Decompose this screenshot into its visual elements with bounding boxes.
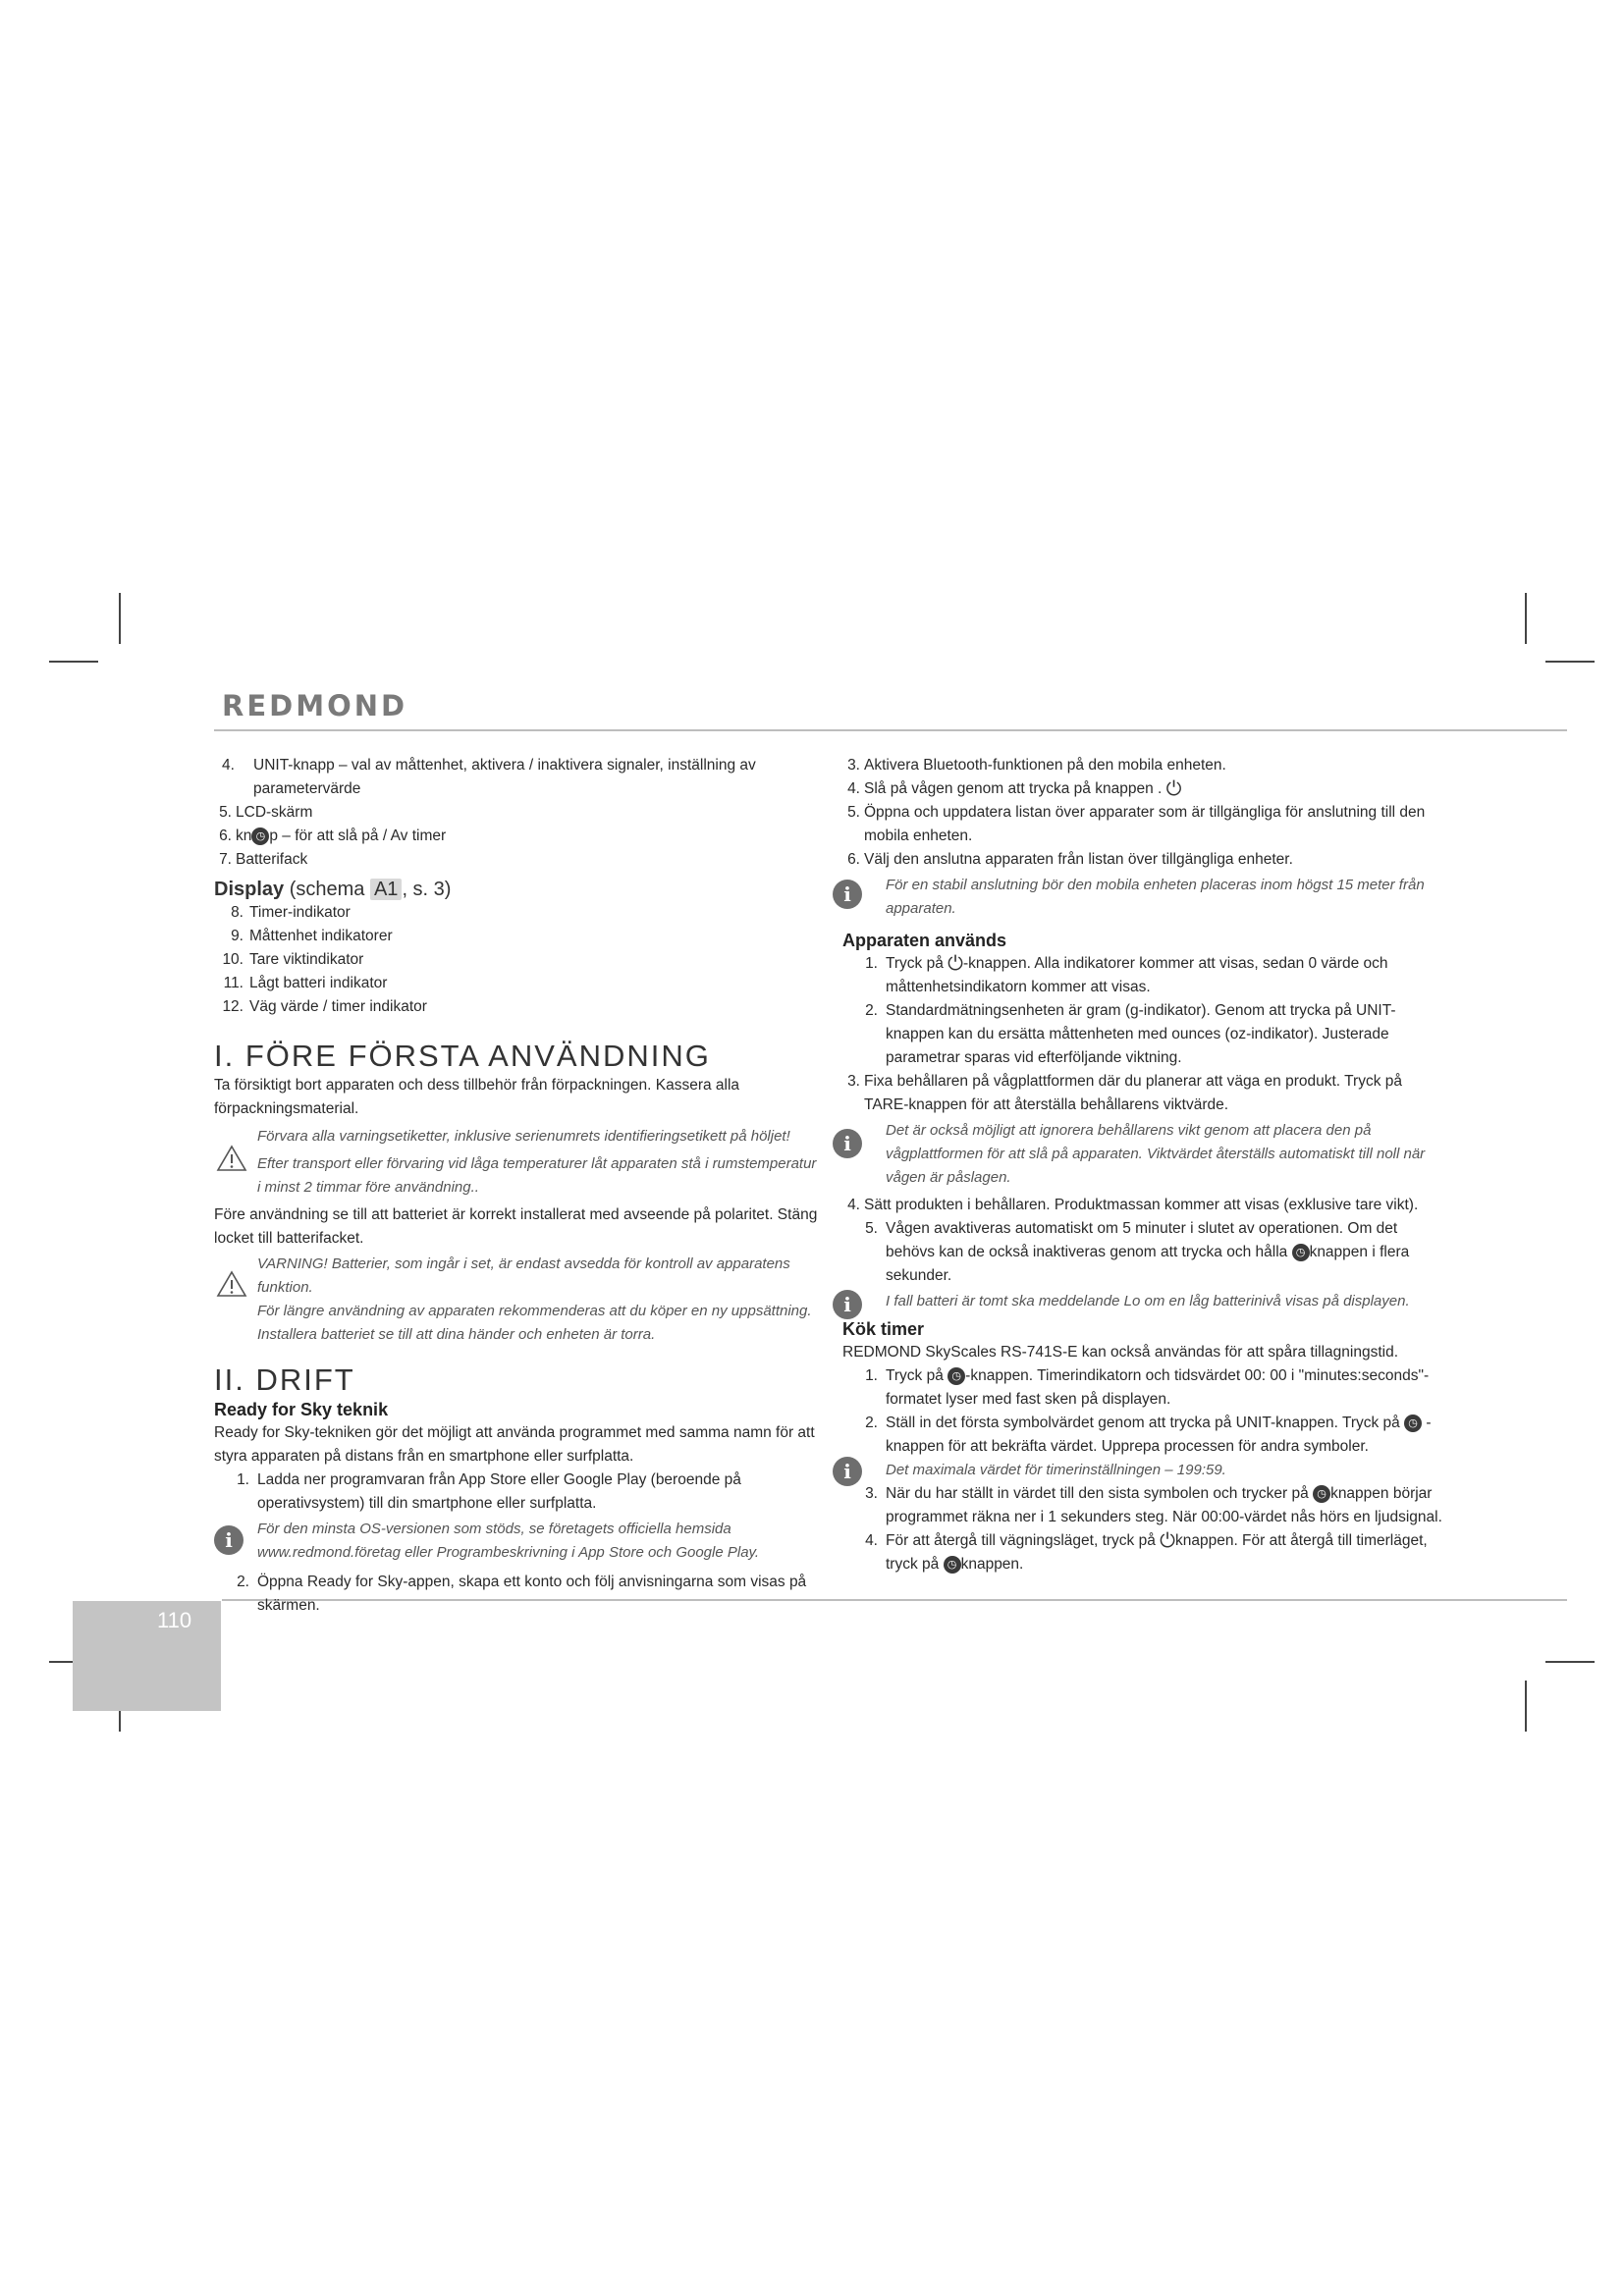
list-item: 2. Ställ in det första symbolvärdet genom att trycka på UNIT-knappen. Tryck på ◷ -knappen för att bekräfta värdet. Upprepa processen för andra symboler. — [865, 1415, 1432, 1455]
info-icon: i — [833, 880, 862, 909]
list-item: 9. Måttenhet indikatorer — [231, 928, 393, 944]
brand-logo: REDMOND — [222, 689, 408, 722]
paragraph: REDMOND SkyScales RS-741S-E kan också användas för att spåra tillagningstid. — [842, 1344, 1398, 1361]
list-item: 6. Välj den anslutna apparaten från listan över tillgängliga enheter. — [847, 851, 1293, 868]
list-item: 1. Tryck på ◷ -knappen. Timerindikatorn och tidsvärdet 00: 00 i "minutes:seconds"-formatet lyser med fast sken på displayen. — [865, 1367, 1430, 1408]
warning-icon — [216, 1145, 247, 1172]
list-item: 12. Väg värde / timer indikator — [222, 998, 427, 1015]
timer-button-icon: ◷ — [944, 1556, 961, 1574]
info-icon: i — [833, 1457, 862, 1486]
page-number: 110 — [157, 1608, 192, 1632]
list-item: 2. Standardmätningsenheten är gram (g-indikator). Genom att trycka på UNIT-knappen kan du ersätta måttenheten med ounces (oz-indikator). Justerade parametrar sparas vid efterföljande viktning. — [865, 1002, 1396, 1066]
timer-button-icon: ◷ — [1313, 1485, 1330, 1503]
timer-button-icon: ◷ — [947, 1367, 965, 1385]
list-item: 1. Tryck på ⏻-knappen. Alla indikatorer kommer att visas, sedan 0 värde och måttenhetsindikatorn kommer att visas. — [865, 952, 1388, 995]
display-heading: Display (schema A1 , s. 3) — [214, 879, 452, 900]
crop-mark — [1525, 1681, 1527, 1732]
list-item: 5. Vågen avaktiveras automatiskt om 5 minuter i slutet av operationen. Om det behövs kan de också inaktiveras genom att trycka och hålla ◷ knappen i flera sekunder. — [865, 1220, 1410, 1284]
subsection-heading: Ready for Sky teknik — [214, 1400, 389, 1419]
list-item: 4. Sätt produkten i behållaren. Produktmassan kommer att visas (exklusive tare vikt). — [847, 1197, 1419, 1213]
paragraph: Före användning se till att batteriet är korrekt installerat med avseende på polaritet. Stäng locket till batterifacket. — [214, 1206, 818, 1247]
timer-button-icon: ◷ — [251, 828, 269, 845]
warning-icon — [216, 1270, 247, 1298]
left-column — [214, 754, 823, 1618]
header-rule — [214, 729, 1567, 731]
list-item: 4. Slå på vågen genom att trycka på knappen . ⏻ — [847, 777, 1182, 800]
info-icon: i — [833, 1290, 862, 1319]
list-item: 4. UNIT-knapp – val av måttenhet, aktivera / inaktivera signaler, inställning av parametervärde — [222, 757, 756, 797]
crop-mark — [1525, 593, 1527, 644]
list-item: 4. För att återgå till vägningsläget, tryck på ⏻knappen. För att återgå till timerläget, tryck på ◷ knappen. — [865, 1529, 1428, 1573]
info-note: i För en stabil anslutning bör den mobila enheten placeras inom högst 15 meter från apparaten. — [842, 874, 1443, 921]
list-item: 6. kn ◷ p – för att slå på / Av timer — [219, 828, 447, 844]
paragraph: Ready for Sky-tekniken gör det möjligt att använda programmet med samma namn för att styra apparaten på distans från en smartphone eller surfplatta. — [214, 1424, 815, 1465]
list-item: 3. Fixa behållaren på vågplattformen där du planerar att väga en produkt. Tryck på TARE-knappen för att återställa behållarens viktvärde. — [847, 1073, 1402, 1113]
subsection-heading: Kök timer — [842, 1319, 925, 1339]
list-item: 11. Lågt batteri indikator — [223, 975, 388, 991]
page-number-box — [73, 1601, 221, 1711]
crop-mark — [1545, 1661, 1595, 1663]
power-icon: ⏻ — [1160, 1529, 1175, 1552]
list-item: 8. Timer-indikator — [231, 904, 351, 921]
info-note: i Det är också möjligt att ignorera behållarens vikt genom att placera den på vågplattformen för att slå på apparaten. Viktvärdet återställs automatiskt till noll när vågen är påslagen. — [842, 1119, 1443, 1190]
info-note: i I fall batteri är tomt ska meddelande Lo om en låg batterinivå visas på displayen. — [842, 1290, 1443, 1313]
list-item: 3. När du har ställt in värdet till den sista symbolen och trycker på ◷ knappen börjar programmet räkna ner i 1 sekunders steg. När 00:00-värdet nås hörs en ljudsignal. — [865, 1485, 1442, 1525]
power-icon: ⏻ — [947, 952, 963, 975]
info-icon: i — [214, 1525, 244, 1555]
list-item: 2. Öppna Ready for Sky-appen, skapa ett konto och följ anvisningarna som visas på skärmen. — [237, 1574, 807, 1614]
crop-mark — [1545, 661, 1595, 663]
warning-note: Förvara alla varningsetiketter, inklusive serienumrets identifieringsetikett på höljet! Efter transport eller förvaring vid låga temperaturer låt apparaten stå i rumstemperatur i minst 2 timmar före användning.. — [214, 1125, 823, 1200]
list-item: 5. LCD-skärm — [219, 804, 313, 821]
list-item: 1. Ladda ner programvaran från App Store eller Google Play (beroende på operativsystem) till din smartphone eller surfplatta. — [237, 1471, 741, 1512]
right-column — [842, 754, 1443, 1576]
info-icon: i — [833, 1129, 862, 1158]
info-note: i Det maximala värdet för timerinställningen – 199:59. — [842, 1459, 1443, 1482]
list-item: 3. Aktivera Bluetooth-funktionen på den mobila enheten. — [847, 757, 1226, 774]
warning-note: VARNING! Batterier, som ingår i set, är endast avsedda för kontroll av apparatens funktion. För längre användning av apparaten rekommenderas att du köper en ny uppsättning. Installera batteriet se till att dina händer och enheten är torra. — [214, 1253, 823, 1347]
crop-mark — [49, 661, 98, 663]
timer-button-icon: ◷ — [1404, 1415, 1422, 1432]
crop-mark — [119, 593, 121, 644]
list-item: 10. Tare viktindikator — [222, 951, 364, 968]
subsection-heading: Apparaten används — [842, 931, 1007, 950]
section-title: I. FÖRE FÖRSTA ANVÄNDNING — [214, 1039, 711, 1073]
list-item: 7. Batterifack — [219, 851, 308, 868]
timer-button-icon: ◷ — [1292, 1244, 1310, 1261]
info-note: i För den minsta OS-versionen som stöds, se företagets officiella hemsida www.redmond.företag eller Programbeskrivning i App Store och Google Play. — [214, 1518, 823, 1565]
paragraph: Ta försiktigt bort apparaten och dess tillbehör från förpackningen. Kassera alla förpackningsmaterial. — [214, 1077, 740, 1117]
list-item: 5. Öppna och uppdatera listan över apparater som är tillgängliga för anslutning till den mobila enheten. — [847, 804, 1426, 844]
power-icon: ⏻ — [1165, 777, 1182, 800]
schema-ref: A1 — [370, 879, 402, 900]
section-title: II. DRIFT — [214, 1362, 355, 1397]
